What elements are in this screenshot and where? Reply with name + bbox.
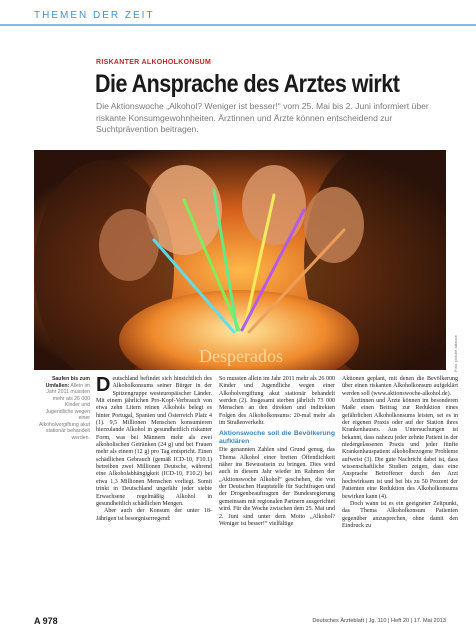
article-photo — [34, 150, 446, 370]
photo-caption — [38, 376, 90, 441]
article-title: Die Ansprache des Arztes wirkt — [95, 70, 400, 98]
photo-credit: Foto: picture alliance — [453, 335, 458, 372]
header-rule — [0, 24, 476, 26]
page-header — [0, 0, 476, 26]
paragraph: Deutschland befindet sich hinsichtlich des Alkoholkonsums seiner Bürger in der Spitzengruppe westeuropäischer Länder. Mit einem jährlichen Pro-Kopf-Verbrauch von etwa zehn Litern reinen Alkohols belegt es hinter Portugal, Spanien und Österreich Platz 4 (1). 9,5 Millionen Menschen konsumieren hierzulande Alkohol in gesundheitlich riskanter Form, was bei Männern mehr als zwei alkoholischen Getränken (24 g) und bei Frauen mehr als einem (12 g) pro Tag entspricht. Einen schädlichen Gebrauch (gemäß ICD-10, F10.1) betreiben zwei Millionen Deutsche, während eine Alkoholabhängigkeit (ICD-10, F10.2) bei etwa 1,3 Millionen Menschen vorliegt. Somit trinkt in Deutschland ungefähr jeder siebte Erwachsene regelmäßig Alkohol in gesundheitlich schädlichen Mengen. — [96, 374, 212, 507]
text-column-3 — [342, 376, 458, 530]
party-photo-illustration — [34, 150, 446, 370]
journal-citation: Deutsches Ärzteblatt | Jg. 110 | Heft 20 | 17. Mai 2013 — [312, 618, 446, 624]
text-column-1 — [96, 376, 212, 523]
subheading: Aktionswoche soll die Bevölkerung aufklären — [219, 430, 335, 445]
paragraph: Doch wann ist es ein geeigneter Zeitpunkt, das Thema Alkoholkonsum Patienten gegenüber anzusprechen, ohne damit den Eindruck zu — [342, 500, 458, 529]
section-title: THEMEN DER ZEIT — [34, 10, 155, 21]
article-lead: Die Aktionswoche „Alkohol? Weniger ist besser!“ vom 25. Mai bis 2. Juni informiert über riskante Konsumgewohnheiten. Ärztinnen und Ärzte können entscheidend zur Suchtprävention beitragen. — [96, 101, 429, 134]
page-number: A 978 — [34, 616, 58, 626]
paragraph: So mussten allein im Jahr 2011 mehr als 26 000 Kinder und Jugendliche wegen einer Alkoholvergiftung akut stationär behandelt werden (2). Insgesamt sterben jährlich 73 000 Menschen an den direkten und indirekten Folgen des Alkoholkonsums: 20-mal mehr als im Straßenverkehr. — [219, 376, 335, 427]
article-kicker: RISKANTER ALKOHOLKONSUM — [96, 59, 212, 66]
svg-text:Desperados: Desperados — [199, 346, 283, 366]
caption-bold: Saufen bis zum Umfallen: — [45, 376, 90, 389]
caption-text: Allein im Jahr 2011 mussten mehr als 26 000 Kinder und Jugendliche wegen einer Alkoholvergiftung akut stationär behandelt werden. — [38, 382, 90, 441]
drop-cap: D — [96, 374, 111, 396]
paragraph: Ärztinnen und Ärzte können im besonderen Maße einen Beitrag zur Reduktion eines gefährlichen Alkoholkonsums leisten, sei es in der eigenen Praxis oder auf der Station ihres Krankenhauses. Aus Untersuchungen ist bekannt, dass nahezu jeder zehnte Patient in der niedergelassenen Praxis und jeder fünfte Krankenhauspatient alkoholbezogene Probleme aufweist (3). Die gute Nachricht dabei ist, dass wissenschaftliche Studien zeigen, dass eine Ansprache Betroffener durch den Arzt hochwirksam ist und bei bis zu 50 Prozent der Patienten eine Reduktion des Alkoholkonsums bewirken kann (4). — [342, 398, 458, 500]
text-column-2 — [219, 376, 335, 528]
paragraph: Aktionen geplant, mit denen die Bevölkerung über einen riskanten Alkoholkonsum aufgeklärt werden soll (www.aktionswoche-alkohol.de). — [342, 376, 458, 397]
paragraph: Aber auch der Konsum der unter 18-Jährigen ist besorgniserregend: — [96, 508, 212, 522]
paragraph: Die genannten Zahlen sind Grund genug, das Thema Alkohol einer breiten Öffentlichkeit näher ins Bewusstsein zu bringen. Dies wird auch in diesem Jahr wieder im Rahmen der „Aktionswoche Alkohol“ geschehen, die von der Deutschen Hauptstelle für Suchtfragen und der Drogenbeauftragten der Bundesregierung gemeinsam mit regionalen Partnern ausgerichtet wird. Für die Woche zwischen dem 25. Mai und 2. Juni sind unter dem Motto „Alkohol? Weniger ist besser!“ vielfältige — [219, 447, 335, 527]
